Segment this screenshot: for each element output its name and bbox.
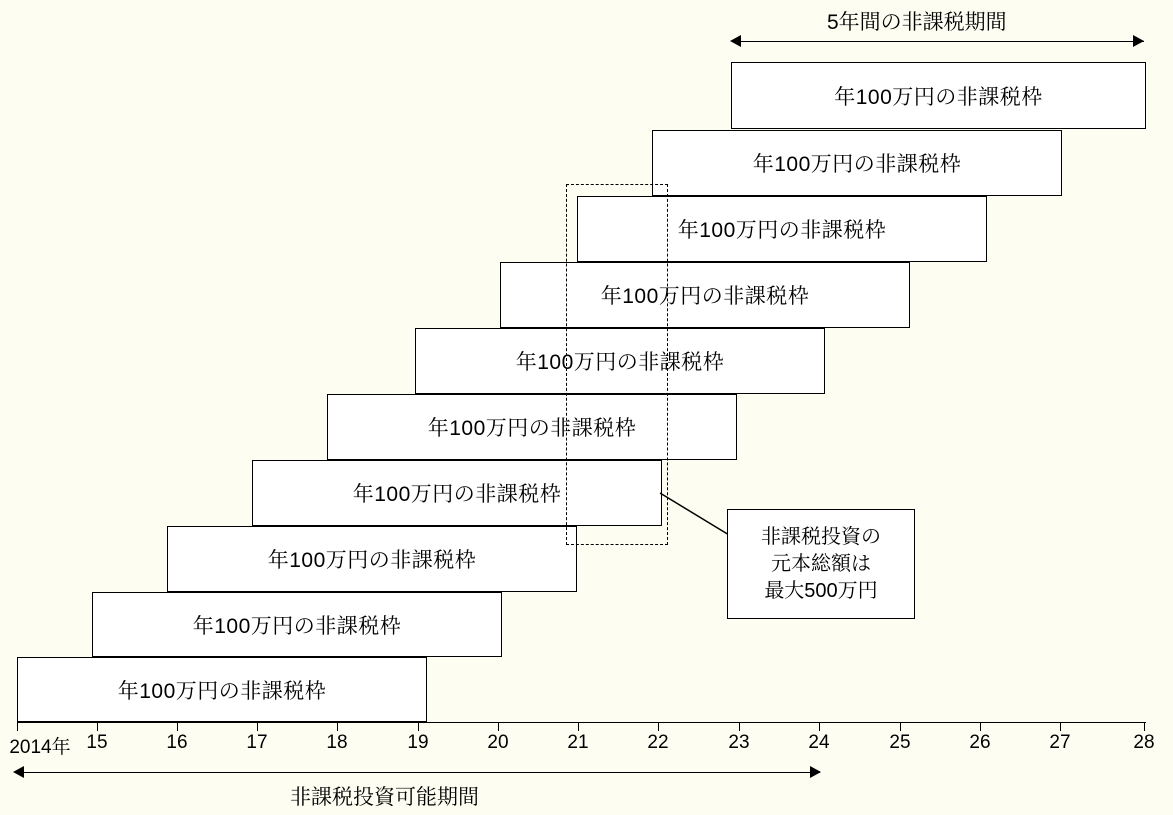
nisa-box-label: 年100万円の非課税枠 bbox=[677, 219, 887, 242]
axis-label-20: 20 bbox=[487, 732, 509, 753]
nisa-box-2015 bbox=[92, 592, 502, 657]
nisa-box-label: 年100万円の非課税枠 bbox=[117, 679, 327, 703]
axis-label-23: 23 bbox=[728, 732, 750, 753]
callout-principal-total bbox=[727, 509, 915, 619]
year-axis-line bbox=[17, 722, 1146, 723]
nisa-box-2018 bbox=[327, 394, 737, 460]
nisa-box-label: 年100万円の非課税枠 bbox=[352, 483, 562, 506]
callout-line-2: 元本総額は bbox=[771, 552, 871, 575]
axis-tick bbox=[498, 722, 499, 731]
axis-label-28: 28 bbox=[1133, 732, 1155, 753]
callout-line-3: 最大500万円 bbox=[764, 579, 878, 602]
top-bracket-label: 5年間の非課税期間 bbox=[827, 11, 1007, 34]
axis-tick bbox=[337, 722, 338, 731]
nisa-box-label: 年100万円の非課税枠 bbox=[427, 417, 637, 440]
bottom-bracket-arrow-right bbox=[810, 766, 821, 778]
nisa-box-label: 年100万円の非課税枠 bbox=[515, 351, 725, 374]
axis-tick bbox=[578, 722, 579, 731]
axis-label-25: 25 bbox=[889, 732, 911, 753]
nisa-box-label: 年100万円の非課税枠 bbox=[192, 614, 402, 638]
axis-tick bbox=[1144, 722, 1145, 731]
top-bracket-arrow-right bbox=[1133, 35, 1144, 47]
top-bracket-line bbox=[733, 41, 1144, 42]
bottom-bracket-arrow-left bbox=[13, 766, 24, 778]
bottom-bracket-label: 非課税投資可能期間 bbox=[290, 786, 479, 809]
axis-label-24: 24 bbox=[808, 732, 830, 753]
axis-label-16: 16 bbox=[166, 732, 188, 753]
nisa-box-label: 年100万円の非課税枠 bbox=[267, 549, 477, 572]
principal-total-highlight bbox=[566, 184, 668, 545]
nisa-box-label: 年100万円の非課税枠 bbox=[600, 285, 810, 308]
nisa-box-2020 bbox=[500, 262, 910, 328]
axis-label-18: 18 bbox=[326, 732, 348, 753]
axis-tick bbox=[257, 722, 258, 731]
axis-tick bbox=[17, 722, 18, 731]
bottom-bracket-line bbox=[20, 772, 820, 773]
axis-tick bbox=[819, 722, 820, 731]
nisa-box-2014 bbox=[17, 657, 427, 722]
axis-label-19: 19 bbox=[407, 732, 429, 753]
axis-label-2014: 2014年 bbox=[9, 737, 71, 758]
axis-label-22: 22 bbox=[647, 732, 669, 753]
axis-label-17: 17 bbox=[246, 732, 268, 753]
axis-tick bbox=[1060, 722, 1061, 731]
axis-tick bbox=[980, 722, 981, 731]
axis-label-15: 15 bbox=[86, 732, 108, 753]
axis-tick bbox=[900, 722, 901, 731]
axis-label-27: 27 bbox=[1049, 732, 1071, 753]
callout-line-1: 非課税投資の bbox=[761, 525, 881, 548]
axis-tick bbox=[739, 722, 740, 731]
nisa-box-2022 bbox=[652, 130, 1062, 196]
nisa-box-2016 bbox=[167, 526, 577, 592]
axis-label-26: 26 bbox=[969, 732, 991, 753]
axis-tick bbox=[418, 722, 419, 731]
axis-tick bbox=[658, 722, 659, 731]
top-bracket-arrow-left bbox=[730, 35, 741, 47]
axis-tick bbox=[177, 722, 178, 731]
axis-tick bbox=[97, 722, 98, 731]
nisa-box-2023 bbox=[731, 62, 1146, 129]
nisa-box-label: 年100万円の非課税枠 bbox=[752, 153, 962, 176]
axis-label-21: 21 bbox=[567, 732, 589, 753]
nisa-box-label: 年100万円の非課税枠 bbox=[834, 85, 1043, 109]
